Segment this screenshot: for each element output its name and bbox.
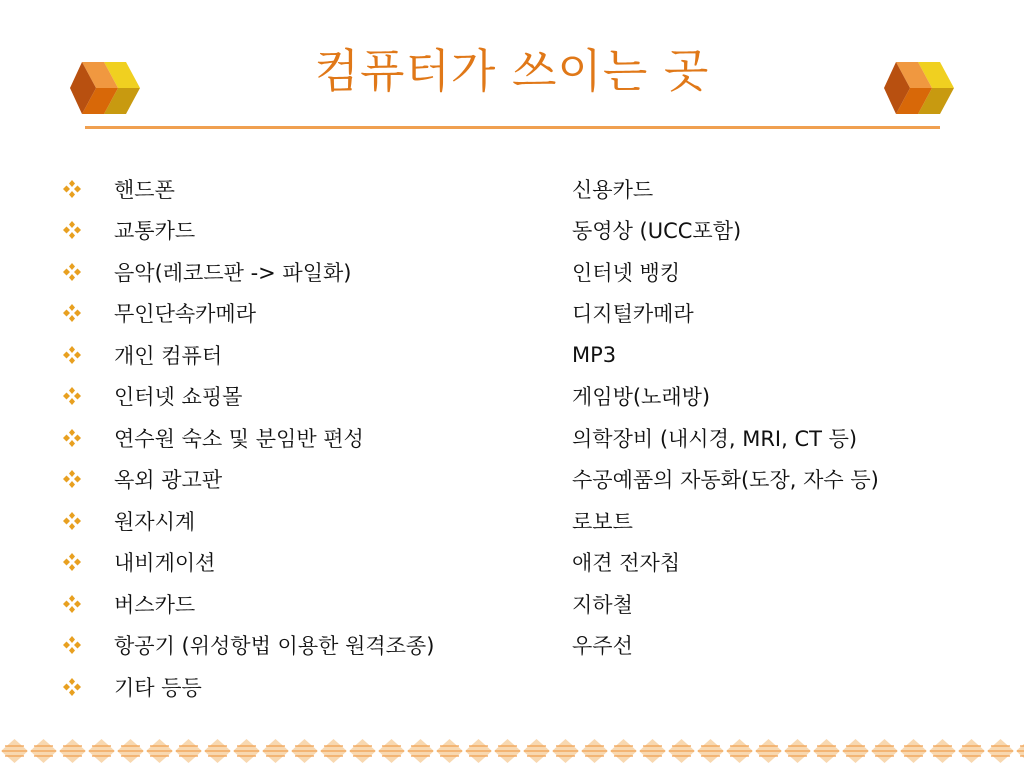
list-item-label: 의학장비 (내시경, MRI, CT 등) <box>572 426 858 451</box>
list-item <box>572 251 879 293</box>
diamond-bullet-icon <box>62 552 114 572</box>
list-item <box>62 542 434 584</box>
diamond-bullet-icon <box>62 469 114 489</box>
diamond-bullet-icon <box>62 179 114 199</box>
list-item-label: 기타 등등 <box>114 675 202 700</box>
list-item <box>572 210 879 252</box>
list-item-label: 신용카드 <box>572 177 654 202</box>
list-item-label: 지하철 <box>572 592 633 617</box>
list-item <box>62 376 434 418</box>
list-item <box>62 459 434 501</box>
list-item-label: 우주선 <box>572 634 633 659</box>
diamond-bullet-icon <box>62 262 114 282</box>
slide-title: 컴퓨터가 쓰이는 곳 <box>314 44 710 98</box>
list-item <box>62 666 434 708</box>
list-item <box>572 376 879 418</box>
list-item <box>572 168 879 210</box>
list-item-label: MP3 <box>572 342 617 367</box>
list-item <box>62 625 434 667</box>
diamond-bullet-icon <box>62 594 114 614</box>
list-item <box>572 293 879 335</box>
list-item <box>572 417 879 459</box>
list-item <box>572 583 879 625</box>
footer-diamond-band <box>0 738 1024 764</box>
list-item-label: 수공예품의 자동화(도장, 자수 등) <box>572 468 879 493</box>
right-list <box>572 168 879 666</box>
diamond-bullet-icon <box>62 303 114 323</box>
list-item-label: 항공기 (위성항법 이용한 원격조종) <box>114 634 435 659</box>
list-item-label: 인터넷 뱅킹 <box>572 260 681 285</box>
diamond-bullet-icon <box>62 511 114 531</box>
left-list <box>62 168 434 708</box>
list-item-label: 동영상 (UCC포함) <box>572 219 742 244</box>
list-item <box>62 334 434 376</box>
list-item-label: 인터넷 쇼핑몰 <box>114 385 243 410</box>
diamond-bullet-icon <box>62 220 114 240</box>
list-item-label: 원자시계 <box>114 509 196 534</box>
diamond-bullet-icon <box>62 345 114 365</box>
list-item-label: 옥외 광고판 <box>114 468 223 493</box>
list-item-label: 개인 컴퓨터 <box>114 343 223 368</box>
list-item <box>572 459 879 501</box>
list-item-label: 연수원 숙소 및 분임반 편성 <box>114 426 364 451</box>
list-item-label: 게임방(노래방) <box>572 385 711 410</box>
list-item-label: 음악(레코드판 -> 파일화) <box>114 260 352 285</box>
list-item-label: 무인단속카메라 <box>114 302 257 327</box>
diamond-bullet-icon <box>62 428 114 448</box>
diamond-bullet-icon <box>62 635 114 655</box>
list-item-label: 로보트 <box>572 509 633 534</box>
list-item-label: 핸드폰 <box>114 177 175 202</box>
diamond-bullet-icon <box>62 677 114 697</box>
list-item <box>62 500 434 542</box>
list-item <box>62 583 434 625</box>
list-item-label: 디지털카메라 <box>572 302 694 327</box>
list-item <box>572 625 879 667</box>
list-item-label: 교통카드 <box>114 219 196 244</box>
diamond-bullet-icon <box>62 386 114 406</box>
list-item <box>62 417 434 459</box>
list-item <box>572 542 879 584</box>
title-divider <box>85 126 940 129</box>
list-item <box>572 500 879 542</box>
list-item-label: 내비게이션 <box>114 551 216 576</box>
list-item <box>62 210 434 252</box>
list-item-label: 버스카드 <box>114 592 196 617</box>
list-item <box>572 334 879 376</box>
list-item-label: 애견 전자칩 <box>572 551 681 576</box>
list-item <box>62 251 434 293</box>
list-item <box>62 168 434 210</box>
list-item <box>62 293 434 335</box>
